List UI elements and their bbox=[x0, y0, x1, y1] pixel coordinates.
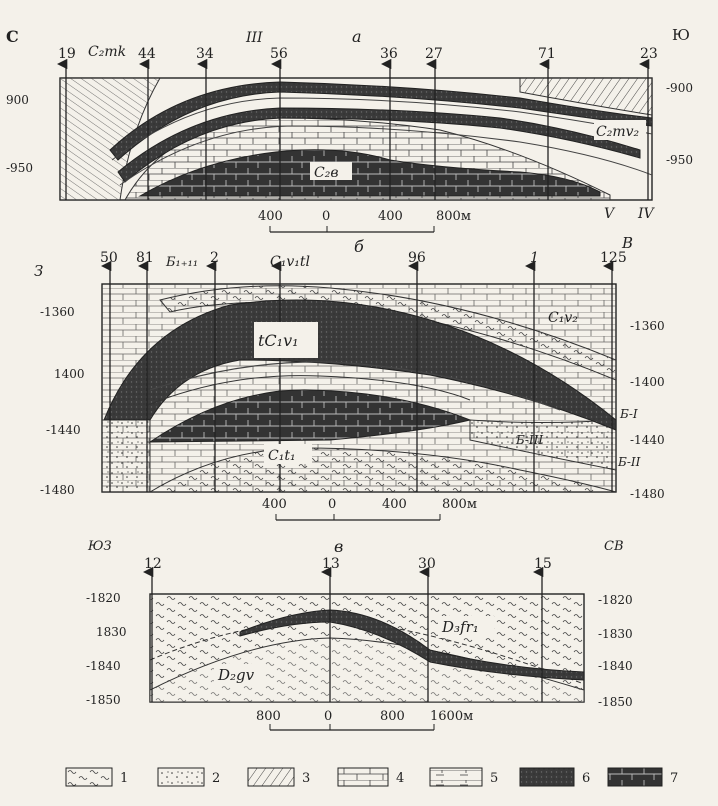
legend-item-hatched bbox=[248, 768, 310, 786]
depth-label-right: -900 bbox=[666, 81, 693, 95]
svg-text:2: 2 bbox=[212, 771, 221, 786]
well-label: 36 bbox=[380, 46, 398, 62]
svg-text:1: 1 bbox=[120, 771, 129, 786]
unit-label: III bbox=[246, 30, 263, 46]
panel-a-letter: а bbox=[352, 27, 362, 46]
scale-label: 0 bbox=[322, 209, 331, 224]
svg-text:4: 4 bbox=[396, 771, 405, 786]
depth-label: -1360 bbox=[40, 305, 75, 319]
legend-item-marl bbox=[430, 768, 498, 786]
scale-label: 800м bbox=[442, 497, 477, 512]
well-label: 13 bbox=[322, 556, 340, 572]
legend-item-clay bbox=[66, 768, 128, 786]
well-label: Б₁₊₁₁ bbox=[166, 255, 199, 270]
depth-label: -950 bbox=[6, 161, 33, 175]
well-label: 44 bbox=[138, 46, 156, 62]
panel-a-dir-left: С bbox=[6, 27, 19, 46]
scale-label: 0 bbox=[324, 709, 333, 724]
unit-label: V bbox=[604, 206, 615, 222]
unit-label: C₂в bbox=[314, 165, 339, 181]
unit-label: Б-II bbox=[618, 455, 641, 469]
unit-label: C₁v₁tl bbox=[270, 254, 310, 270]
depth-label-right: -1850 bbox=[598, 695, 633, 709]
depth-label: -1820 bbox=[86, 591, 121, 605]
unit-label: tC₁v₁ bbox=[258, 331, 299, 350]
scale-label: 1600м bbox=[430, 709, 474, 724]
depth-label-right: -1400 bbox=[630, 375, 665, 389]
well-label: 30 bbox=[418, 556, 436, 572]
well-label: 2 bbox=[210, 250, 219, 266]
depth-label-right: -1840 bbox=[598, 659, 633, 673]
well-label: 96 bbox=[408, 250, 426, 266]
unit-label: Б-I bbox=[620, 407, 638, 421]
depth-label: 1830 bbox=[96, 625, 127, 639]
panel-b-letter: б bbox=[354, 237, 364, 256]
panel-c-dir-right: СВ bbox=[604, 539, 624, 554]
panel-a-dir-right: Ю bbox=[672, 26, 690, 44]
svg-text:7: 7 bbox=[670, 771, 679, 786]
depth-label: 1400 bbox=[54, 367, 85, 381]
legend bbox=[66, 768, 678, 786]
depth-label-right: -1830 bbox=[598, 627, 633, 641]
scale-label: 0 bbox=[328, 497, 337, 512]
well-label: 27 bbox=[425, 46, 443, 62]
svg-text:3: 3 bbox=[302, 771, 311, 786]
panel-b-scale bbox=[262, 497, 477, 520]
scale-label: 400 bbox=[262, 497, 287, 512]
scale-label: 400 bbox=[378, 209, 403, 224]
well-label: 81 bbox=[136, 250, 154, 266]
scale-label: 800м bbox=[436, 209, 471, 224]
svg-text:6: 6 bbox=[582, 771, 591, 786]
panel-b-dir-left: З bbox=[34, 262, 44, 280]
well-label: 23 bbox=[640, 46, 658, 62]
scale-label: 400 bbox=[258, 209, 283, 224]
depth-label-right: -1360 bbox=[630, 319, 665, 333]
unit-label: Б-III bbox=[516, 433, 544, 447]
depth-label-right: -950 bbox=[666, 153, 693, 167]
unit-label: IV bbox=[638, 206, 654, 222]
depth-label-right: -1820 bbox=[598, 593, 633, 607]
panel-b bbox=[34, 234, 665, 520]
well-label: 19 bbox=[58, 46, 76, 62]
legend-item-limestone bbox=[338, 768, 404, 786]
panel-a bbox=[6, 26, 693, 232]
well-label: 34 bbox=[196, 46, 214, 62]
well-label: 56 bbox=[270, 46, 288, 62]
depth-label: -1440 bbox=[46, 423, 81, 437]
scale-label: 800 bbox=[380, 709, 405, 724]
well-label: 125 bbox=[600, 250, 627, 266]
depth-label-right: -1480 bbox=[630, 487, 665, 501]
legend-item-sand bbox=[158, 768, 220, 786]
scale-label: 400 bbox=[382, 497, 407, 512]
panel-a-scale bbox=[258, 209, 471, 232]
well-label: 1 bbox=[530, 250, 539, 266]
panel-c-letter: в bbox=[334, 537, 344, 556]
panel-c-dir-left: ЮЗ bbox=[88, 539, 112, 554]
well-label: 15 bbox=[534, 556, 552, 572]
well-label: 12 bbox=[144, 556, 162, 572]
depth-label: 900 bbox=[6, 93, 29, 107]
scale-label: 800 bbox=[256, 709, 281, 724]
panel-c-scale bbox=[256, 709, 473, 730]
svg-text:5: 5 bbox=[490, 771, 499, 786]
unit-label: C₁t₁ bbox=[268, 448, 296, 464]
depth-label: -1850 bbox=[86, 693, 121, 707]
panel-b-dir-right: В bbox=[622, 234, 634, 252]
depth-label: -1840 bbox=[86, 659, 121, 673]
panel-c bbox=[86, 537, 633, 730]
well-label: 71 bbox=[538, 46, 556, 62]
legend-item-oil bbox=[520, 768, 590, 786]
unit-label: D₃fr₁ bbox=[442, 618, 479, 636]
unit-label: C₂mv₂ bbox=[596, 124, 640, 140]
depth-label-right: -1440 bbox=[630, 433, 665, 447]
unit-label: D₂gv bbox=[218, 666, 255, 684]
depth-label: -1480 bbox=[40, 483, 75, 497]
legend-item-oil-limestone bbox=[608, 768, 678, 786]
unit-label: C₂mk bbox=[88, 44, 127, 60]
well-label: 50 bbox=[100, 250, 118, 266]
unit-label: C₁v₂ bbox=[548, 310, 578, 326]
